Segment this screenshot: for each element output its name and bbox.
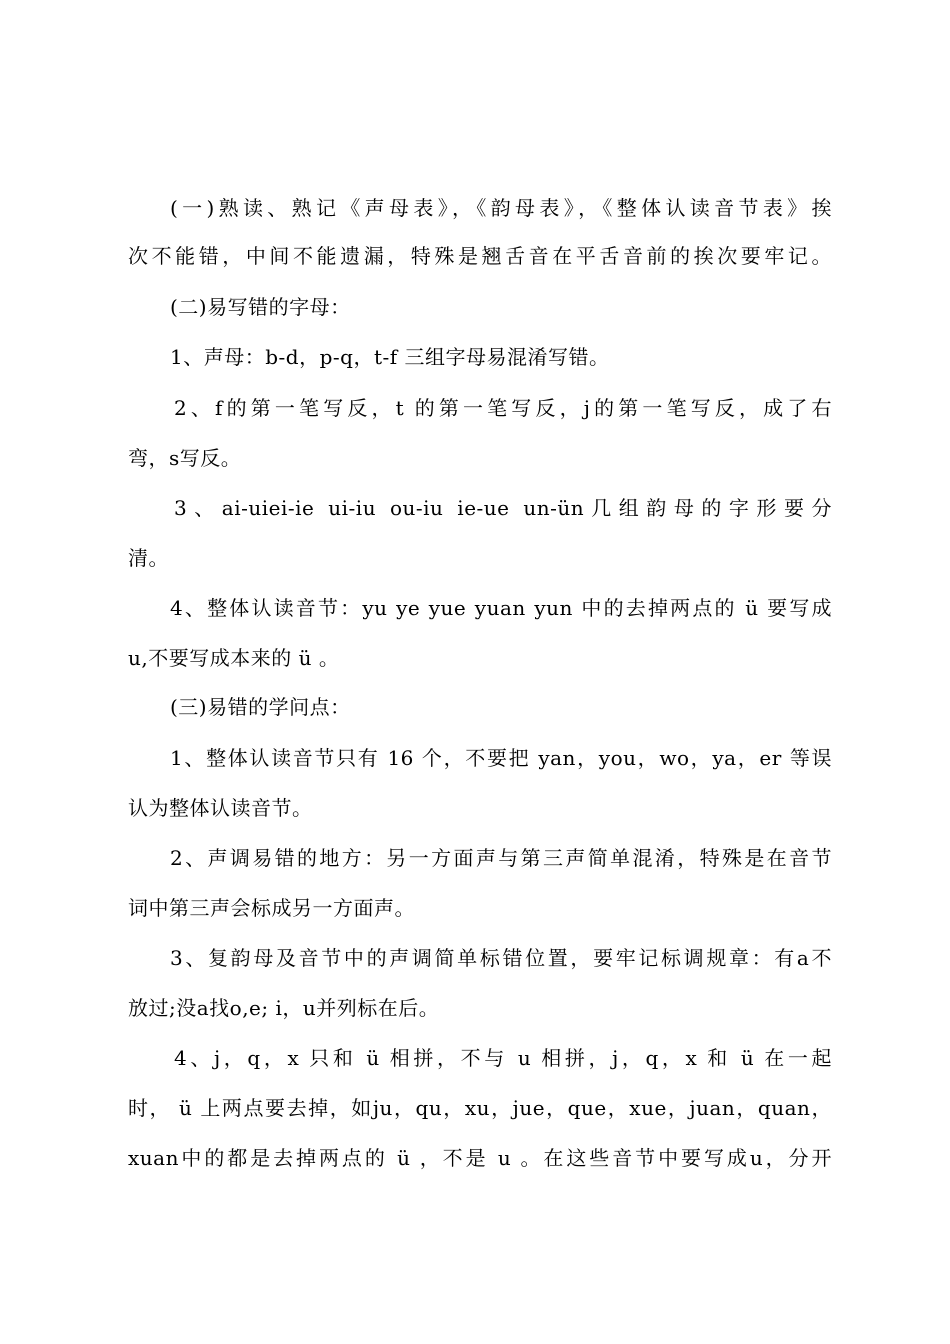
paragraph-line: 1、整体认读音节只有 16 个，不要把 yan，you，wo，ya，er 等误 (170, 746, 832, 770)
paragraph-line: 3、ai-uiei-ie ui-iu ou-iu ie-ue un-ün几组韵母的字形要分 (174, 496, 832, 520)
paragraph-line: 放过;没a找o,e; i，u并列标在后。 (128, 996, 440, 1020)
paragraph-line: 认为整体认读音节。 (128, 796, 313, 820)
paragraph-line: u,不要写成本来的 ü 。 (128, 646, 340, 670)
paragraph-line: 4、整体认读音节：yu ye yue yuan yun 中的去掉两点的 ü 要写成 (170, 596, 832, 620)
paragraph-line: 1、声母：b-d，p-q，t-f 三组字母易混淆写错。 (170, 345, 610, 369)
paragraph-line: 2、f的第一笔写反，t 的第一笔写反，j的第一笔写反，成了右 (174, 396, 832, 420)
paragraph-line: (一)熟读、熟记《声母表》，《韵母表》，《整体认读音节表》挨 (170, 196, 832, 220)
section-heading: (二)易写错的字母： (170, 295, 351, 319)
paragraph-line: 弯，s写反。 (128, 446, 242, 470)
paragraph-line: 4、j，q，x 只和 ü 相拼，不与 u 相拼，j，q，x 和 ü 在一起 (174, 1046, 832, 1070)
paragraph-line: 时， ü 上两点要去掉，如ju，qu，xu，jue，que，xue，juan，quan， (128, 1096, 832, 1120)
section-heading: (三)易错的学问点： (170, 695, 351, 719)
paragraph-line: 词中第三声会标成另一方面声。 (128, 896, 415, 920)
paragraph-line: 清。 (128, 546, 169, 570)
paragraph-line: 3、复韵母及音节中的声调简单标错位置，要牢记标调规章：有a不 (170, 946, 832, 970)
paragraph-line: xuan中的都是去掉两点的 ü ，不是 u 。在这些音节中要写成u，分开 (128, 1146, 832, 1170)
paragraph-line: 次不能错，中间不能遗漏，特殊是翘舌音在平舌音前的挨次要牢记。 (128, 244, 832, 268)
paragraph-line: 2、声调易错的地方：另一方面声与第三声简单混淆，特殊是在音节 (170, 846, 832, 870)
